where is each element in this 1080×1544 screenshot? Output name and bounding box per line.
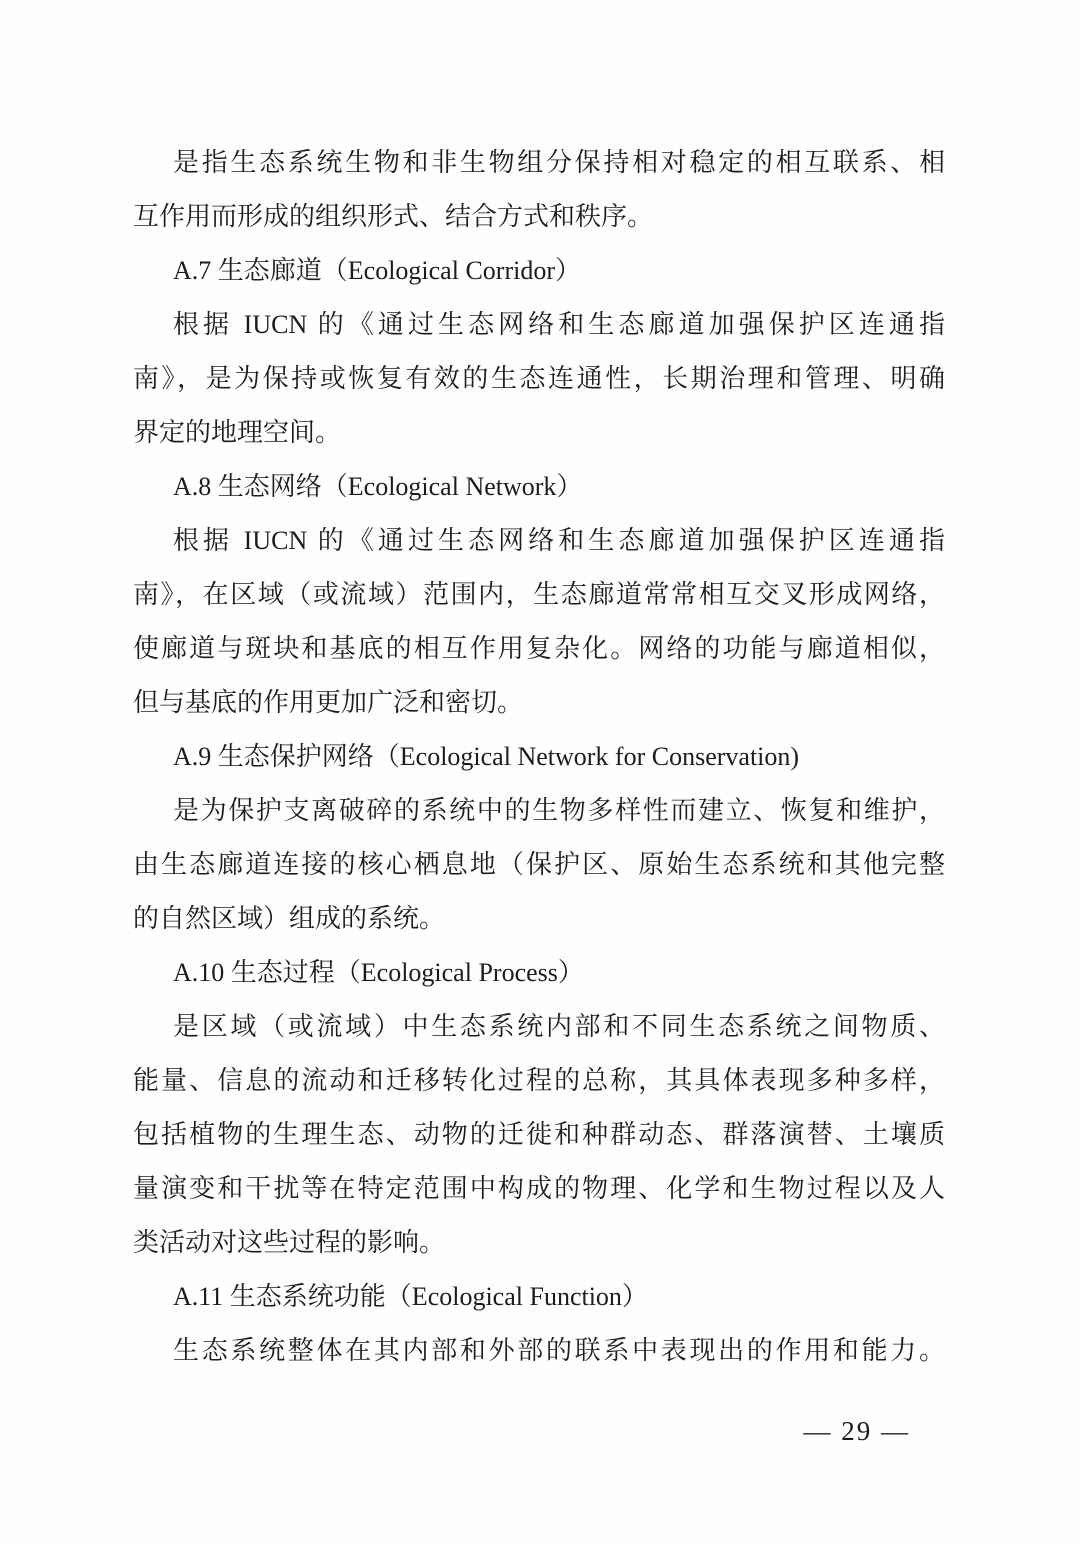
text-line: 生态系统整体在其内部和外部的联系中表现出的作用和能力。 [173, 1336, 945, 1365]
text-line: 由生态廊道连接的核心栖息地（保护区、原始生态系统和其他完整 [133, 850, 945, 879]
text-line: 包括植物的生理生态、动物的迁徙和种群动态、群落演替、土壤质 [133, 1120, 945, 1149]
term-heading: A.7 生态廊道（Ecological Corridor） [173, 256, 581, 285]
text-line: 南》，在区域（或流域）范围内，生态廊道常常相互交叉形成网络， [133, 580, 945, 609]
text-line: 类活动对这些过程的影响。 [133, 1228, 446, 1257]
text-line: 根据 IUCN 的《通过生态网络和生态廊道加强保护区连通指 [173, 526, 945, 555]
text-line: 的自然区域）组成的系统。 [133, 904, 446, 933]
text-line: 使廊道与斑块和基底的相互作用复杂化。网络的功能与廊道相似， [133, 634, 945, 663]
text-line: 是区域（或流域）中生态系统内部和不同生态系统之间物质、 [173, 1012, 945, 1041]
text-line: 南》，是为保持或恢复有效的生态连通性，长期治理和管理、明确 [133, 364, 945, 393]
term-heading: A.10 生态过程（Ecological Process） [173, 958, 584, 987]
term-heading: A.8 生态网络（Ecological Network） [173, 472, 583, 501]
text-line: 但与基底的作用更加广泛和密切。 [133, 688, 524, 717]
text-line: 是指生态系统生物和非生物组分保持相对稳定的相互联系、相 [173, 148, 945, 177]
text-line: 界定的地理空间。 [133, 418, 342, 447]
text-line: 互作用而形成的组织形式、结合方式和秩序。 [133, 202, 654, 231]
text-line: 是为保护支离破碎的系统中的生物多样性而建立、恢复和维护， [173, 796, 945, 825]
text-line: 根据 IUCN 的《通过生态网络和生态廊道加强保护区连通指 [173, 310, 945, 339]
term-heading: A.11 生态系统功能（Ecological Function） [173, 1282, 648, 1311]
page-footer [804, 1404, 911, 1458]
document-body [133, 136, 945, 1378]
page-number: — 29 — [803, 1416, 910, 1446]
text-line: 能量、信息的流动和迁移转化过程的总称，其具体表现多种多样， [133, 1066, 945, 1095]
term-heading: A.9 生态保护网络（Ecological Network for Conservation) [173, 742, 800, 771]
text-line: 量演变和干扰等在特定范围中构成的物理、化学和生物过程以及人 [133, 1174, 945, 1203]
